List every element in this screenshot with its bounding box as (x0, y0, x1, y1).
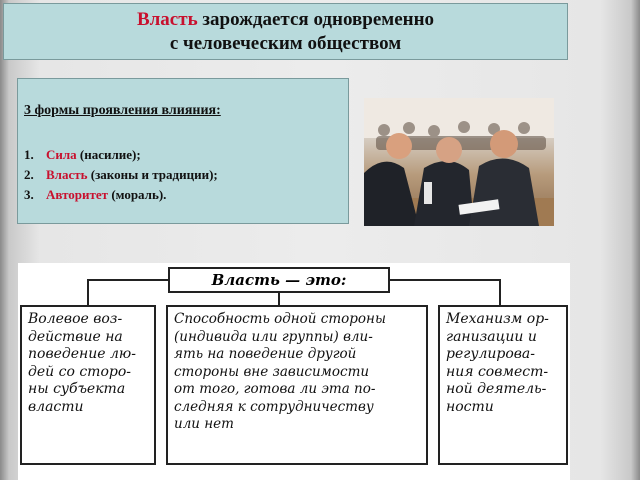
list-number: 3. (24, 187, 34, 202)
meeting-photo-drawing (364, 98, 554, 226)
list-term: Авторитет (46, 187, 109, 202)
definition-line: поведение лю- (28, 346, 136, 362)
definition-line: ганизации и (446, 328, 537, 345)
definition-line: регулирова- (446, 346, 535, 362)
list-item (24, 185, 218, 205)
definition-line: стороны вне зависимости (174, 363, 370, 380)
list-item (24, 165, 218, 185)
influence-forms-heading: 3 формы проявления влияния: (24, 103, 221, 118)
influence-forms-list (24, 145, 218, 205)
list-desc: (насилие); (76, 147, 141, 162)
title-line-2: с человеческим обществом (169, 33, 402, 54)
list-item (24, 145, 218, 165)
list-desc: (законы и традиции); (87, 167, 218, 182)
title-banner (3, 3, 568, 60)
title-line-1-rest: зарождается одновременно (197, 9, 435, 30)
definition-line: ности (446, 398, 494, 415)
list-desc: (мораль). (108, 187, 167, 202)
list-number: 1. (24, 147, 34, 162)
definition-line: Способность одной стороны (174, 311, 386, 327)
title-line-1 (4, 8, 567, 32)
meeting-photo (364, 98, 554, 226)
definition-line: Волевое воз- (28, 311, 123, 327)
influence-forms-box (17, 78, 349, 224)
title-accent-word: Власть (136, 9, 198, 30)
definition-box-middle (166, 305, 428, 465)
list-term: Сила (46, 147, 77, 162)
list-term: Власть (46, 167, 88, 182)
definition-line: ной деятель- (446, 381, 547, 397)
definition-line: следняя к сотрудничеству (174, 398, 374, 415)
definition-box-left (20, 305, 156, 465)
definition-line: Механизм ор- (446, 311, 549, 327)
list-number: 2. (24, 167, 34, 182)
power-definition-diagram (18, 263, 570, 480)
definition-line: ять на поведение другой (174, 346, 357, 362)
definition-line: ния совмест- (446, 363, 549, 380)
definition-line: ны субъекта (28, 381, 126, 397)
definition-line: дей со сторо- (28, 363, 132, 380)
definition-line: власти (28, 398, 84, 415)
definition-line: или нет (174, 416, 234, 432)
definition-box-right (438, 305, 568, 465)
definition-line: действие на (28, 328, 123, 345)
definition-line: (индивида или группы) вли- (174, 328, 373, 345)
definition-line: от того, готова ли эта по- (174, 381, 376, 397)
diagram-header: Власть — это: (168, 267, 390, 293)
